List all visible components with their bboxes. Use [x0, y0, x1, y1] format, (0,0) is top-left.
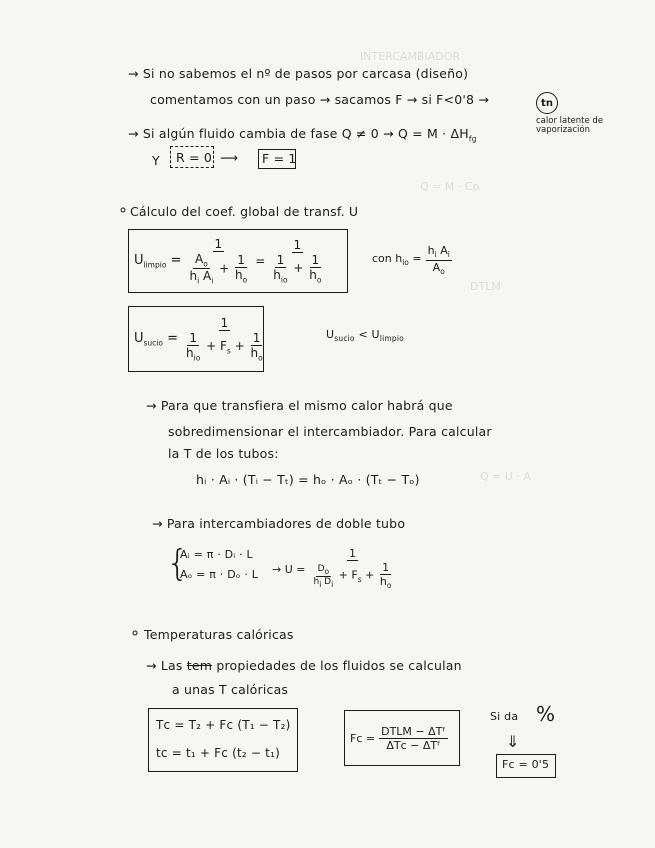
bleed-through-text: Q = U · A	[480, 470, 531, 483]
para-properties-2: a unas T calóricas	[172, 682, 289, 697]
para-oversize-1: → Para que transfiera el mismo calor habrá que	[146, 398, 453, 413]
bleed-through-text: Q = M · Cp	[420, 180, 480, 193]
down-arrow: ⇓	[506, 732, 520, 751]
u-clean-formula: $U_{limpio}$ = 1 $\frac{A_o}{h_i A_i}$ + $\frac{1}{h_o}$ = 1 $\frac{1}{h_{io}}$ + $\frac{1}{h_o}$	[134, 236, 322, 286]
latent-heat-note: calor latente de vaporización	[536, 116, 604, 135]
section-caloric-title: Temperaturas calóricas	[144, 627, 294, 642]
line-passes: → Si no sabemos el nº de pasos por carcasa (diseño)	[128, 66, 469, 81]
fc-value: Fᴄ = 0'5	[502, 758, 550, 771]
r-zero-text: R = 0	[176, 150, 213, 165]
si-da-label: Si da	[490, 710, 519, 723]
tube-temp-equation: hᵢ · Aᵢ · (Tᵢ − Tₜ) = hₒ · Aₒ · (Tₜ − Tₒ)	[196, 472, 420, 487]
si-da-symbol: %	[536, 702, 556, 726]
bleed-through-text: INTERCAMBIADOR	[360, 50, 461, 63]
area-brace: {	[166, 543, 190, 584]
tn-circle: tn	[536, 92, 558, 114]
fc-formula: Fᴄ = $\frac{\text{DTLM − ΔTᶠ}}{\text{ΔTᴄ − ΔTᶠ}}$	[350, 724, 446, 752]
section-u-title: Cálculo del coef. global de transf. U	[130, 204, 359, 219]
para-oversize-3: la T de los tubos:	[168, 446, 279, 461]
area-inner: Aᵢ = π · Dᵢ · L	[180, 548, 253, 561]
para-double-tube: → Para intercambiadores de doble tubo	[152, 516, 406, 531]
line-one-pass: comentamos con un paso → sacamos F → si F<0'8 →	[150, 92, 490, 107]
para-properties-1: → Las tem propiedades de los fluidos se calculan	[146, 658, 462, 673]
para-oversize-2: sobredimensionar el intercambiador. Para calcular	[168, 424, 492, 439]
u-double-tube: → U = 1 $\frac{D_o}{h_i D_i}$ + $F_s$ + $\frac{1}{h_o}$	[272, 547, 392, 591]
hio-definition: con $h_{io}$ = $\frac{h_i A_i}{A_o}$	[372, 244, 450, 276]
arrow: ⟶	[220, 150, 239, 165]
f-one-text: F = 1	[262, 151, 297, 166]
tc-hot-equation: Tᴄ = T₂ + Fᴄ (T₁ − T₂)	[156, 718, 291, 732]
y-label: Y	[152, 153, 160, 168]
bleed-through-text: DTLM	[470, 280, 501, 293]
tc-cold-equation: tᴄ = t₁ + Fᴄ (t₂ − t₁)	[156, 746, 280, 760]
area-outer: Aₒ = π · Dₒ · L	[180, 568, 259, 581]
line-phase-change: → Si algún fluido cambia de fase $Q \ne 0 \to Q = M \cdot \Delta H_{fg}$	[128, 126, 477, 144]
bullet: ∘	[130, 623, 141, 642]
bullet: ∘	[118, 200, 129, 219]
u-dirty-formula: $U_{sucio}$ = 1 $\frac{1}{h_{io}}$ + $F_s$ + $\frac{1}{h_o}$	[134, 315, 263, 363]
u-comparison: $U_{sucio} < U_{limpio}$	[326, 328, 404, 344]
